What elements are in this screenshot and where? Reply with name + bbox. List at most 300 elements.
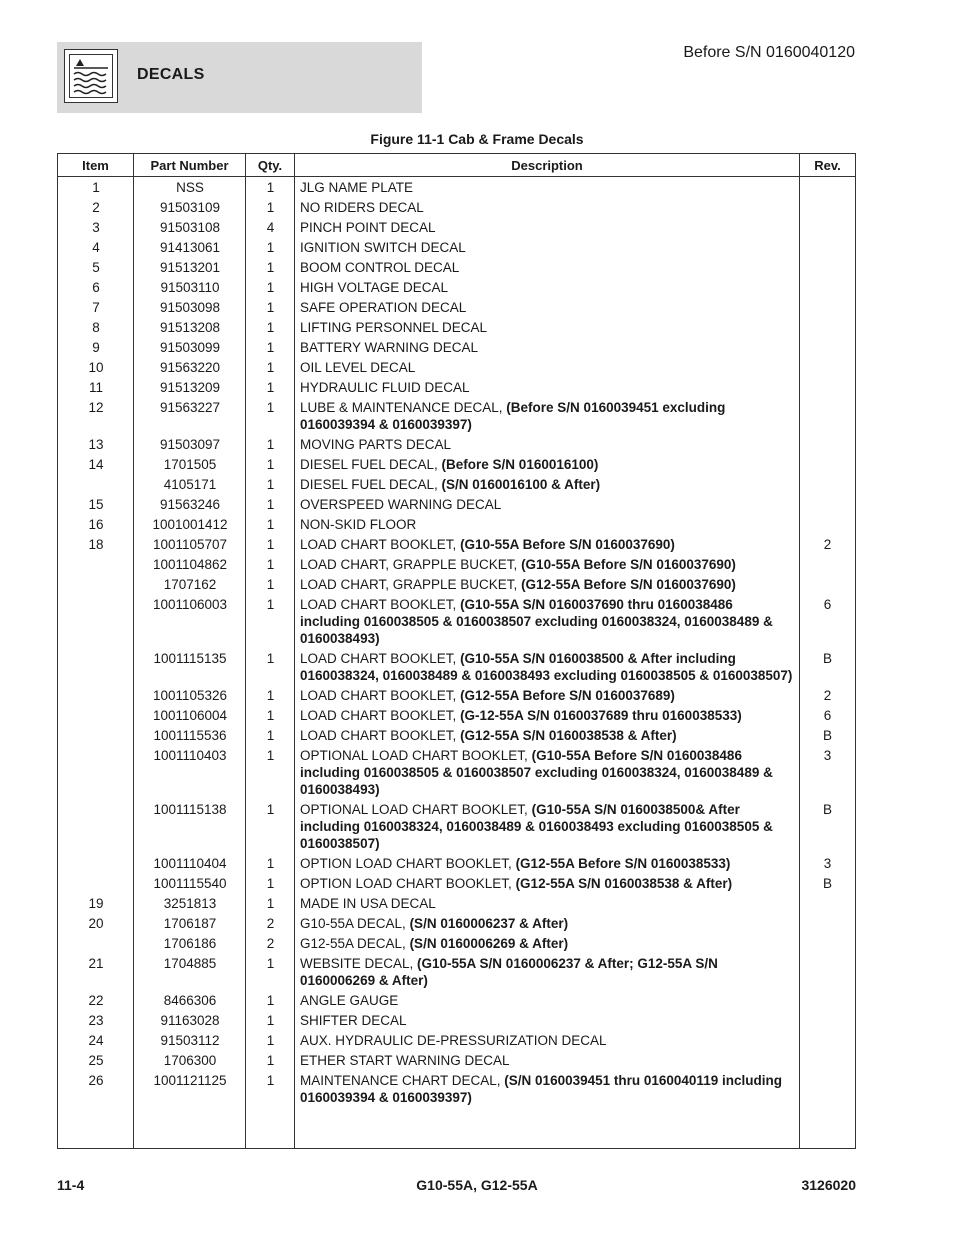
part-number-cell: 1706186 [163, 936, 217, 951]
description-applicability: (G12-55A S/N 0160038538 & After) [515, 876, 733, 891]
table-row [58, 433, 855, 453]
description-cell [295, 955, 800, 989]
part-number-cell: 1707162 [163, 577, 217, 592]
item-cell: 11 [88, 380, 103, 395]
qty-cell: 1 [266, 200, 275, 215]
rev-cell: B [822, 651, 832, 666]
part-number-cell: 91513209 [159, 380, 221, 395]
figure-title: Figure 11-1 Cab & Frame Decals [370, 131, 584, 147]
part-number-cell: 91563246 [159, 497, 221, 512]
rev-cell [800, 239, 855, 256]
table-row [58, 396, 855, 433]
part-number-cell: 4105171 [163, 477, 217, 492]
part-number-cell: 1001115138 [153, 802, 227, 817]
qty-cell: 1 [266, 896, 275, 911]
description-cell [295, 456, 800, 473]
description-text: LOAD CHART BOOKLET, [300, 651, 461, 666]
rev-cell [800, 179, 855, 196]
description-applicability: (G12-55A Before S/N 0160037689) [460, 688, 675, 703]
part-number-cell: 91503112 [160, 1033, 220, 1048]
rev-cell [800, 576, 855, 593]
description-text: LOAD CHART BOOKLET, [300, 688, 461, 703]
table-row [58, 1049, 855, 1069]
part-number-cell: 1001104862 [152, 557, 228, 572]
qty-cell: 1 [266, 360, 275, 375]
rev-cell [800, 1012, 855, 1029]
qty-cell: 1 [266, 1073, 275, 1088]
qty-cell: 1 [266, 400, 275, 415]
qty-cell: 1 [266, 876, 275, 891]
description-cell [295, 379, 800, 396]
rev-cell [800, 1032, 855, 1049]
description-text: DIESEL FUEL DECAL, [300, 457, 442, 472]
qty-cell: 1 [266, 457, 275, 472]
description-cell [295, 727, 800, 744]
description-applicability: (G10-55A S/N 0160038500 & After including 0160038324, 0160038489 & 0160038493 excluding 0160038505 & 0160038507) [300, 651, 793, 683]
description-cell [295, 855, 800, 872]
description-cell [295, 596, 800, 647]
description-text: LUBE & MAINTENANCE DECAL, [300, 400, 507, 415]
description-cell [295, 576, 800, 593]
table-row [58, 553, 855, 573]
part-number-cell: 1001115536 [153, 728, 227, 743]
item-cell: 21 [88, 956, 104, 971]
part-number-cell: 8466306 [163, 993, 217, 1008]
description-cell [295, 935, 800, 952]
table-row [58, 852, 855, 872]
water-waves-icon [64, 49, 118, 103]
page-number: 11-4 [57, 1177, 85, 1193]
part-number-cell: 91563220 [159, 360, 221, 375]
description-cell [295, 747, 800, 798]
part-number-cell: 1706187 [163, 916, 217, 931]
table-row [58, 704, 855, 724]
description-cell [295, 801, 800, 852]
rev-cell [800, 299, 855, 316]
item-cell [58, 855, 134, 872]
item-cell: 4 [92, 240, 100, 255]
description-cell [295, 1012, 800, 1029]
description-applicability: (G10-55A Before S/N 0160037690) [521, 557, 736, 572]
table-row [58, 573, 855, 593]
table-row [58, 593, 855, 647]
description-text: BOOM CONTROL DECAL [300, 260, 460, 275]
column-header-rev: Rev. [814, 157, 841, 173]
part-number-cell: NSS [176, 180, 204, 195]
description-text: JLG NAME PLATE [300, 180, 414, 195]
description-cell [295, 359, 800, 376]
rev-cell: B [822, 728, 832, 743]
part-number-cell: 3251813 [163, 896, 217, 911]
description-applicability: (G12-55A S/N 0160038538 & After) [460, 728, 677, 743]
table-row [58, 1029, 855, 1049]
description-cell [295, 179, 800, 196]
description-cell [295, 536, 800, 553]
description-applicability: (G10-55A S/N 0160038500& After including 0160038324, 0160038489 & 0160038493 excluding 0160038505 & 0160038507) [300, 802, 773, 851]
qty-cell: 1 [266, 300, 275, 315]
description-cell [295, 1052, 800, 1069]
qty-cell: 1 [266, 993, 275, 1008]
rev-cell [800, 399, 855, 433]
description-applicability: (G-12-55A S/N 0160037689 thru 0160038533) [460, 708, 742, 723]
part-number-cell: 1001110404 [153, 856, 227, 871]
rev-cell [800, 476, 855, 493]
part-number-cell: 1001105707 [152, 537, 228, 552]
item-cell [58, 476, 134, 493]
description-text: IGNITION SWITCH DECAL [300, 240, 466, 255]
item-cell [58, 707, 134, 724]
rev-cell [800, 379, 855, 396]
table-row [58, 533, 855, 553]
column-header-description: Description [295, 154, 800, 176]
description-text: MOVING PARTS DECAL [300, 437, 452, 452]
item-cell: 13 [88, 437, 104, 452]
part-number-cell: 1001106004 [152, 708, 228, 723]
qty-cell: 1 [266, 597, 275, 612]
rev-cell [800, 516, 855, 533]
part-number-cell: 91513201 [159, 260, 221, 275]
item-cell: 9 [92, 340, 100, 355]
description-text: LOAD CHART, GRAPPLE BUCKET, [300, 557, 522, 572]
description-applicability: (G10-55A S/N 0160037690 thru 0160038486 including 0160038505 & 0160038507 excluding 0160038324, 0160038489 & 0160038493) [300, 597, 773, 646]
rev-cell [800, 895, 855, 912]
table-row [58, 176, 855, 196]
item-cell [58, 650, 134, 684]
description-cell [295, 1032, 800, 1049]
rev-cell [800, 319, 855, 336]
item-cell: 3 [92, 220, 100, 235]
qty-cell: 1 [266, 517, 275, 532]
table-row [58, 316, 855, 336]
item-cell: 26 [88, 1073, 104, 1088]
item-cell [58, 576, 134, 593]
description-text: LOAD CHART BOOKLET, [300, 597, 461, 612]
item-cell: 12 [88, 400, 104, 415]
item-cell: 24 [88, 1033, 104, 1048]
table-row [58, 336, 855, 356]
description-cell [295, 299, 800, 316]
part-number-cell: 1704885 [163, 956, 217, 971]
rev-cell: B [822, 876, 832, 891]
description-cell [295, 239, 800, 256]
table-row [58, 256, 855, 276]
description-cell [295, 436, 800, 453]
rev-cell [800, 199, 855, 216]
item-cell: 19 [88, 896, 104, 911]
table-row [58, 453, 855, 473]
table-row [58, 1069, 855, 1106]
rev-cell: 2 [823, 688, 832, 703]
qty-cell: 1 [266, 802, 275, 817]
part-number-cell: 91563227 [159, 400, 221, 415]
rev-cell: 6 [823, 597, 832, 612]
rev-cell [800, 496, 855, 513]
description-cell [295, 992, 800, 1009]
rev-cell: 3 [823, 856, 832, 871]
item-cell [58, 747, 134, 798]
item-cell: 20 [88, 916, 104, 931]
item-cell [58, 687, 134, 704]
description-text: OPTION LOAD CHART BOOKLET, [300, 876, 516, 891]
description-text: LOAD CHART, GRAPPLE BUCKET, [300, 577, 522, 592]
description-text: HYDRAULIC FLUID DECAL [300, 380, 470, 395]
qty-cell: 1 [266, 180, 275, 195]
table-row [58, 236, 855, 256]
description-cell [295, 687, 800, 704]
item-cell: 6 [92, 280, 100, 295]
part-number-cell: 1001105326 [152, 688, 228, 703]
description-cell [295, 915, 800, 932]
description-text: PINCH POINT DECAL [300, 220, 436, 235]
table-row [58, 1009, 855, 1029]
item-cell [58, 596, 134, 647]
description-cell [295, 516, 800, 533]
rev-cell [800, 359, 855, 376]
description-cell [295, 1072, 800, 1106]
qty-cell: 1 [266, 956, 275, 971]
rev-cell: 2 [823, 537, 832, 552]
qty-cell: 1 [266, 380, 275, 395]
description-applicability: (G10-55A Before S/N 0160037690) [460, 537, 675, 552]
column-header-part-number: Part Number [134, 154, 246, 176]
table-row [58, 684, 855, 704]
description-cell [295, 319, 800, 336]
item-cell: 2 [92, 200, 100, 215]
qty-cell: 1 [266, 537, 275, 552]
serial-note: Before S/N 0160040120 [683, 44, 855, 61]
rev-cell [800, 279, 855, 296]
table-row [58, 296, 855, 316]
part-number-cell: 91513208 [159, 320, 221, 335]
qty-cell: 1 [266, 1013, 275, 1028]
qty-cell: 1 [266, 320, 275, 335]
qty-cell: 1 [266, 280, 275, 295]
part-number-cell: 1001121125 [153, 1073, 227, 1088]
description-text: OIL LEVEL DECAL [300, 360, 416, 375]
document-number: 3126020 [801, 1177, 856, 1193]
section-header [57, 42, 422, 113]
part-number-cell: 1001115135 [153, 651, 227, 666]
item-cell: 7 [92, 300, 100, 315]
description-text: MAINTENANCE CHART DECAL, [300, 1073, 505, 1088]
part-number-cell: 1701505 [163, 457, 217, 472]
rev-cell [800, 1052, 855, 1069]
part-number-cell: 91163028 [160, 1013, 220, 1028]
description-cell [295, 556, 800, 573]
item-cell: 8 [92, 320, 100, 335]
qty-cell: 1 [266, 497, 275, 512]
table-row [58, 744, 855, 798]
item-cell: 18 [88, 537, 104, 552]
table-row [58, 952, 855, 989]
qty-cell: 1 [266, 577, 275, 592]
rev-cell [800, 259, 855, 276]
part-number-cell: 91503099 [159, 340, 221, 355]
table-row [58, 216, 855, 236]
item-cell [58, 801, 134, 852]
description-applicability: (S/N 0160006237 & After) [409, 916, 569, 931]
table-row [58, 513, 855, 533]
table-header [58, 154, 855, 177]
qty-cell: 1 [266, 477, 275, 492]
qty-cell: 1 [266, 748, 275, 763]
rev-cell [800, 935, 855, 952]
rev-cell [800, 436, 855, 453]
qty-cell: 1 [266, 557, 275, 572]
description-text: ANGLE GAUGE [300, 993, 399, 1008]
description-applicability: (S/N 0160039451 thru 0160040119 including 0160039394 & 0160039397) [300, 1073, 782, 1105]
description-cell [295, 650, 800, 684]
description-text: OPTIONAL LOAD CHART BOOKLET, [300, 748, 532, 763]
item-cell: 5 [92, 260, 100, 275]
description-cell [295, 219, 800, 236]
rev-cell [800, 1072, 855, 1106]
description-text: MADE IN USA DECAL [300, 896, 436, 911]
qty-cell: 1 [266, 437, 275, 452]
description-text: NON-SKID FLOOR [300, 517, 417, 532]
table-row [58, 647, 855, 684]
item-cell: 23 [88, 1013, 104, 1028]
description-text: LOAD CHART BOOKLET, [300, 728, 461, 743]
description-text: NO RIDERS DECAL [300, 200, 424, 215]
qty-cell: 1 [266, 240, 275, 255]
description-text: OPTIONAL LOAD CHART BOOKLET, [300, 802, 532, 817]
description-applicability: (Before S/N 0160039451 excluding 0160039394 & 0160039397) [300, 400, 726, 432]
rev-cell [800, 219, 855, 236]
description-cell [295, 399, 800, 433]
item-cell [58, 556, 134, 573]
part-number-cell: 91503097 [159, 437, 221, 452]
description-text: AUX. HYDRAULIC DE-PRESSURIZATION DECAL [300, 1033, 607, 1048]
description-applicability: (G10-55A S/N 0160006237 & After; G12-55A S/N 0160006269 & After) [300, 956, 718, 988]
description-cell [295, 895, 800, 912]
qty-cell: 1 [266, 728, 275, 743]
description-applicability: (G10-55A Before S/N 0160038486 including 0160038505 & 0160038507 excluding 0160038324, 0160038489 & 0160038493) [300, 748, 773, 797]
item-cell: 25 [88, 1053, 104, 1068]
table-row [58, 376, 855, 396]
rev-cell [800, 955, 855, 989]
part-number-cell: 1001001412 [152, 517, 228, 532]
description-text: SAFE OPERATION DECAL [300, 300, 467, 315]
description-cell [295, 259, 800, 276]
description-text: SHIFTER DECAL [300, 1013, 407, 1028]
description-applicability: (G12-55A Before S/N 0160038533) [515, 856, 731, 871]
description-text: LIFTING PERSONNEL DECAL [300, 320, 488, 335]
table-row [58, 276, 855, 296]
description-applicability: (Before S/N 0160016100) [441, 457, 599, 472]
description-cell [295, 279, 800, 296]
description-text: ETHER START WARNING DECAL [300, 1053, 510, 1068]
rev-cell [800, 456, 855, 473]
table-row [58, 724, 855, 744]
qty-cell: 4 [266, 220, 275, 235]
table-row [58, 932, 855, 952]
description-cell [295, 339, 800, 356]
description-cell [295, 476, 800, 493]
description-cell [295, 707, 800, 724]
part-number-cell: 1706300 [163, 1053, 217, 1068]
item-cell: 14 [88, 457, 104, 472]
table-row [58, 493, 855, 513]
description-applicability: (S/N 0160006269 & After) [409, 936, 569, 951]
column-header-item: Item [58, 154, 134, 176]
item-cell: 16 [88, 517, 104, 532]
part-number-cell: 91503109 [159, 200, 221, 215]
item-cell [58, 727, 134, 744]
part-number-cell: 91413061 [159, 240, 221, 255]
qty-cell: 1 [266, 260, 275, 275]
table-row [58, 892, 855, 912]
item-cell: 10 [88, 360, 104, 375]
table-row [58, 912, 855, 932]
description-text: G12-55A DECAL, [300, 936, 410, 951]
column-header-qty: Qty. [246, 154, 295, 176]
qty-cell: 1 [266, 340, 275, 355]
part-number-cell: 91503110 [160, 280, 220, 295]
description-text: G10-55A DECAL, [300, 916, 410, 931]
qty-cell: 1 [266, 708, 275, 723]
description-text: HIGH VOLTAGE DECAL [300, 280, 449, 295]
model-name: G10-55A, G12-55A [416, 1177, 538, 1193]
qty-cell: 1 [266, 1053, 275, 1068]
qty-cell: 2 [266, 916, 275, 931]
qty-cell: 1 [266, 856, 275, 871]
description-cell [295, 496, 800, 513]
description-text: OPTION LOAD CHART BOOKLET, [300, 856, 516, 871]
description-text: DIESEL FUEL DECAL, [300, 477, 442, 492]
description-text: LOAD CHART BOOKLET, [300, 537, 461, 552]
description-cell [295, 199, 800, 216]
table-row [58, 872, 855, 892]
part-number-cell: 91503108 [159, 220, 221, 235]
rev-cell [800, 339, 855, 356]
table-row [58, 989, 855, 1009]
part-number-cell: 1001106003 [152, 597, 228, 612]
rev-cell [800, 556, 855, 573]
item-cell: 1 [92, 180, 100, 195]
item-cell: 22 [88, 993, 104, 1008]
description-text: OVERSPEED WARNING DECAL [300, 497, 502, 512]
table-row [58, 196, 855, 216]
rev-cell [800, 992, 855, 1009]
part-number-cell: 1001110403 [153, 748, 227, 763]
table-row [58, 356, 855, 376]
description-applicability: (S/N 0160016100 & After) [441, 477, 601, 492]
parts-table [57, 153, 856, 1149]
table-row [58, 473, 855, 493]
part-number-cell: 1001115540 [153, 876, 227, 891]
rev-cell: 3 [823, 748, 832, 763]
section-title: DECALS [137, 66, 205, 83]
qty-cell: 2 [266, 936, 275, 951]
description-text: LOAD CHART BOOKLET, [300, 708, 461, 723]
item-cell [58, 875, 134, 892]
qty-cell: 1 [266, 1033, 275, 1048]
table-row [58, 798, 855, 852]
description-text: BATTERY WARNING DECAL [300, 340, 479, 355]
rev-cell [800, 915, 855, 932]
qty-cell: 1 [266, 651, 275, 666]
description-applicability: (G12-55A Before S/N 0160037690) [521, 577, 736, 592]
item-cell [58, 935, 134, 952]
description-cell [295, 875, 800, 892]
part-number-cell: 91503098 [159, 300, 221, 315]
description-text: WEBSITE DECAL, [300, 956, 418, 971]
qty-cell: 1 [266, 688, 275, 703]
rev-cell: 6 [823, 708, 832, 723]
rev-cell: B [822, 802, 832, 817]
table-body [58, 176, 855, 1106]
